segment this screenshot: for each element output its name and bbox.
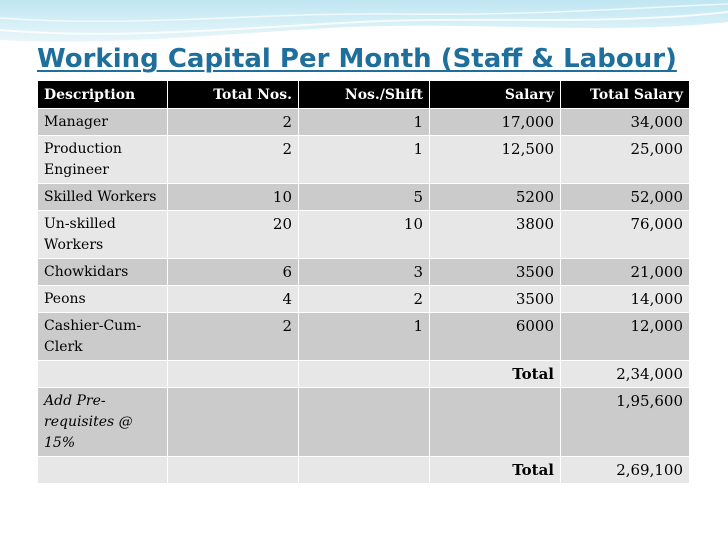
cell-description: Add Pre-requisites @ 15% — [38, 388, 168, 457]
cell-total-salary: 34,000 — [561, 109, 690, 136]
cell-nos-per-shift: 1 — [299, 313, 430, 361]
cell-total-nos: 20 — [168, 211, 299, 259]
cell-salary — [430, 388, 561, 457]
cell-total-salary: 12,000 — [561, 313, 690, 361]
cell-total-nos: 4 — [168, 286, 299, 313]
cell-salary: 17,000 — [430, 109, 561, 136]
cell-description — [38, 457, 168, 484]
cell-total-nos: 10 — [168, 184, 299, 211]
table-row — [38, 109, 690, 136]
table-row — [38, 211, 690, 259]
subtotal-value: 2,34,000 — [561, 361, 690, 388]
cell-total-salary: 76,000 — [561, 211, 690, 259]
cell-salary: 5200 — [430, 184, 561, 211]
cell-description: Manager — [38, 109, 168, 136]
cell-total-nos — [168, 361, 299, 388]
working-capital-table — [37, 80, 690, 484]
slide-title: Working Capital Per Month (Staff & Labour) — [37, 44, 677, 74]
cell-total-nos: 2 — [168, 136, 299, 184]
header-nos-per-shift: Nos./Shift — [299, 81, 430, 109]
cell-description: Cashier-Cum-Clerk — [38, 313, 168, 361]
cell-total-nos: 2 — [168, 109, 299, 136]
cell-total-nos: 2 — [168, 313, 299, 361]
cell-nos-per-shift: 1 — [299, 136, 430, 184]
cell-total-nos — [168, 388, 299, 457]
grand-total-label: Total — [430, 457, 561, 484]
subtotal-row — [38, 361, 690, 388]
cell-description — [38, 361, 168, 388]
cell-nos-per-shift — [299, 361, 430, 388]
cell-nos-per-shift — [299, 388, 430, 457]
cell-description: Peons — [38, 286, 168, 313]
cell-total-salary: 21,000 — [561, 259, 690, 286]
header-total-nos: Total Nos. — [168, 81, 299, 109]
cell-nos-per-shift: 5 — [299, 184, 430, 211]
cell-nos-per-shift: 1 — [299, 109, 430, 136]
header-salary: Salary — [430, 81, 561, 109]
cell-description: Production Engineer — [38, 136, 168, 184]
subtotal-label: Total — [430, 361, 561, 388]
cell-nos-per-shift — [299, 457, 430, 484]
cell-nos-per-shift: 10 — [299, 211, 430, 259]
cell-total-salary: 14,000 — [561, 286, 690, 313]
cell-description: Un-skilled Workers — [38, 211, 168, 259]
cell-salary: 6000 — [430, 313, 561, 361]
cell-total-salary: 52,000 — [561, 184, 690, 211]
cell-total-salary: 1,95,600 — [561, 388, 690, 457]
cell-salary: 3500 — [430, 286, 561, 313]
cell-salary: 3800 — [430, 211, 561, 259]
grand-total-row — [38, 457, 690, 484]
grand-total-value: 2,69,100 — [561, 457, 690, 484]
table-row — [38, 313, 690, 361]
header-description: Description — [38, 81, 168, 109]
table-header-row — [38, 81, 690, 109]
cell-total-salary: 25,000 — [561, 136, 690, 184]
cell-salary: 3500 — [430, 259, 561, 286]
cell-description: Skilled Workers — [38, 184, 168, 211]
cell-salary: 12,500 — [430, 136, 561, 184]
cell-description: Chowkidars — [38, 259, 168, 286]
cell-total-nos — [168, 457, 299, 484]
table-row — [38, 136, 690, 184]
cell-nos-per-shift: 2 — [299, 286, 430, 313]
table-row — [38, 259, 690, 286]
table-row — [38, 286, 690, 313]
prerequisites-row — [38, 388, 690, 457]
table-row — [38, 184, 690, 211]
cell-total-nos: 6 — [168, 259, 299, 286]
cell-nos-per-shift: 3 — [299, 259, 430, 286]
header-total-salary: Total Salary — [561, 81, 690, 109]
